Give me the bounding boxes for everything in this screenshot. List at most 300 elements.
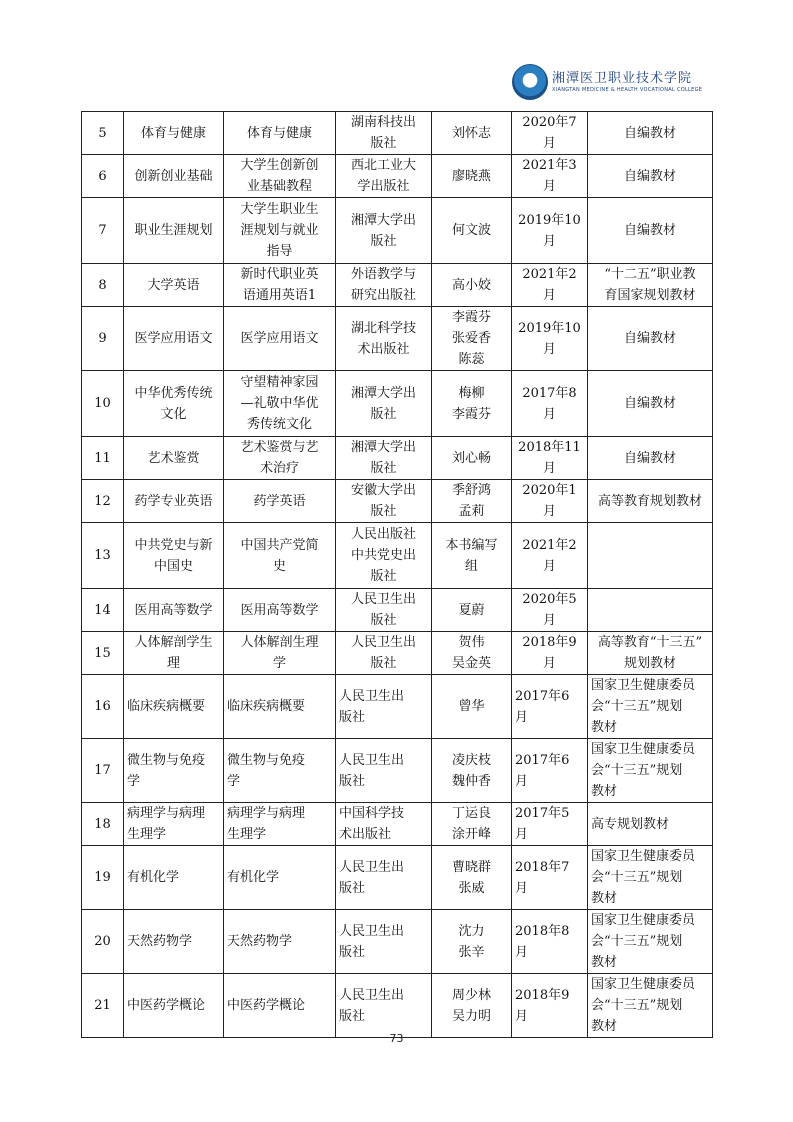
cell-textbook-line: 生理学 [227, 827, 267, 842]
table-row [82, 910, 713, 974]
cell-author [432, 371, 512, 437]
cell-note-line: 教材 [591, 720, 618, 735]
cell-number: 15 [82, 632, 124, 675]
cell-publisher-line: 版社 [339, 773, 366, 789]
cell-note-line: 会“十三五”规划 [591, 870, 683, 885]
cell-date-line: 月 [542, 288, 556, 303]
table-row [82, 480, 713, 523]
cell-course [124, 675, 224, 739]
cell-course-line: 创新创业基础 [134, 168, 213, 184]
cell-publisher-line: 中国科学技 [339, 806, 405, 821]
cell-date-line: 月 [542, 341, 556, 357]
cell-note [588, 264, 713, 307]
cell-author [432, 112, 512, 155]
cell-note-line: 国家卫生健康委员 [591, 742, 696, 757]
cell-author-line: 沈力 [458, 923, 485, 939]
cell-textbook [224, 155, 336, 198]
cell-textbook-line: 药学英语 [253, 493, 306, 509]
cell-publisher [336, 264, 432, 307]
cell-author [432, 910, 512, 974]
cell-date-line: 2018年8 [515, 923, 570, 939]
table-row [82, 264, 713, 307]
cell-publisher [336, 675, 432, 739]
cell-date-line: 月 [515, 944, 529, 960]
cell-textbook [224, 371, 336, 437]
cell-textbook [224, 264, 336, 307]
cell-publisher [336, 846, 432, 910]
cell-textbook [224, 437, 336, 480]
cell-course-line: 临床疾病概要 [127, 699, 206, 714]
cell-note-line: 国家卫生健康委员 [591, 678, 696, 693]
cell-publisher-line: 版社 [339, 944, 366, 960]
cell-date-line: 2018年11 [518, 440, 581, 455]
cell-date-line: 2018年9 [522, 635, 577, 650]
cell-course [124, 846, 224, 910]
cell-number: 8 [82, 264, 124, 307]
cell-course [124, 264, 224, 307]
cell-textbook [224, 803, 336, 846]
cell-number: 6 [82, 155, 124, 198]
cell-author-line: 吴力明 [451, 1008, 491, 1024]
cell-date-line: 月 [542, 558, 556, 574]
cell-publisher-line: 外语教学与 [350, 267, 416, 282]
cell-course-line: 生理学 [127, 827, 167, 842]
cell-author-line: 张威 [458, 880, 485, 896]
cell-date [512, 198, 588, 264]
cell-course [124, 589, 224, 632]
cell-date-line: 月 [542, 613, 556, 628]
cell-textbook [224, 910, 336, 974]
cell-date [512, 155, 588, 198]
cell-author [432, 739, 512, 803]
cell-textbook [224, 846, 336, 910]
cell-note-line: 国家卫生健康委员 [591, 849, 696, 864]
cell-date-line: 月 [542, 461, 556, 476]
cell-number: 14 [82, 589, 124, 632]
cell-date-line: 月 [515, 1008, 529, 1024]
cell-note-line: 教材 [591, 784, 618, 799]
cell-note-line: 会“十三五”规划 [591, 763, 683, 778]
cell-textbook-line: 大学生职业生 [240, 202, 319, 217]
cell-number: 5 [82, 112, 124, 155]
cell-note [588, 307, 713, 371]
cell-date-line: 月 [542, 406, 556, 422]
cell-publisher [336, 589, 432, 632]
cell-textbook-line: 中国共产党简 [240, 537, 319, 553]
cell-note-line: 高等教育“十三五” [597, 635, 703, 650]
cell-textbook [224, 589, 336, 632]
cell-note-line: 规划教材 [623, 656, 676, 671]
cell-textbook [224, 198, 336, 264]
cell-note-line: 教材 [591, 955, 618, 970]
cell-note [588, 523, 713, 589]
cell-textbook-line: 学 [272, 656, 286, 671]
cell-note-line: 会“十三五”规划 [591, 699, 683, 714]
table-row [82, 846, 713, 910]
cell-date-line: 2017年6 [515, 688, 570, 704]
cell-course-line: 天然药物学 [127, 934, 193, 949]
cell-publisher-line: 西北工业大 [350, 158, 416, 173]
cell-date-line: 月 [515, 827, 529, 842]
cell-note [588, 371, 713, 437]
cell-author-line: 曾华 [458, 699, 485, 714]
cell-author-line: 高小姣 [451, 277, 491, 293]
cell-publisher-line: 研究出版社 [350, 288, 416, 303]
cell-author-line: 孟莉 [458, 504, 485, 519]
cell-note-line: “十二五”职业教 [604, 267, 696, 282]
cell-publisher [336, 523, 432, 589]
cell-number: 11 [82, 437, 124, 480]
cell-author-line: 凌庆枝 [451, 752, 491, 768]
cell-course-line: 微生物与免疫 [127, 752, 206, 768]
page-number: 73 [389, 1032, 404, 1045]
cell-author-line: 刘怀志 [451, 125, 491, 141]
cell-course-line: 病理学与病理 [127, 806, 206, 821]
cell-course-line: 中共党史与新 [134, 537, 213, 553]
cell-textbook-line: 业基础教程 [246, 179, 312, 194]
cell-author-line: 吴金英 [451, 656, 491, 671]
cell-number: 7 [82, 198, 124, 264]
cell-textbook-line: 有机化学 [227, 870, 280, 885]
cell-textbook-line: 大学生创新创 [240, 158, 319, 173]
table-row [82, 974, 713, 1038]
cell-publisher [336, 632, 432, 675]
cell-publisher-line: 人民卫生出 [339, 859, 405, 875]
cell-course [124, 974, 224, 1038]
cell-course [124, 632, 224, 675]
cell-course-line: 艺术鉴赏 [147, 450, 200, 466]
cell-note [588, 437, 713, 480]
cell-date-line: 2020年1 [522, 483, 577, 498]
cell-number: 9 [82, 307, 124, 371]
cell-date-line: 2019年10 [518, 212, 581, 228]
cell-author [432, 974, 512, 1038]
cell-publisher [336, 307, 432, 371]
cell-publisher-line: 版社 [339, 880, 366, 896]
cell-course-line: 人体解剖学生 [134, 635, 213, 650]
textbook-table [81, 111, 713, 1038]
table-row [82, 437, 713, 480]
cell-textbook-line: 人体解剖生理 [240, 635, 319, 650]
cell-textbook [224, 523, 336, 589]
cell-author [432, 846, 512, 910]
cell-date [512, 846, 588, 910]
cell-publisher-line: 版社 [370, 613, 397, 628]
cell-course-line: 有机化学 [127, 870, 180, 885]
cell-publisher-line: 人民出版社 [350, 527, 416, 542]
cell-course [124, 480, 224, 523]
cell-course-line: 中国史 [153, 558, 193, 574]
cell-textbook-line: 学 [227, 773, 241, 789]
cell-course-line: 中华优秀传统 [134, 385, 213, 401]
cell-publisher-line: 版社 [339, 1008, 366, 1024]
cell-textbook-line: 指导 [266, 244, 293, 259]
cell-publisher-line: 中共党史出 [350, 548, 416, 563]
cell-note-line: 自编教材 [623, 450, 676, 466]
cell-date [512, 523, 588, 589]
table-row [82, 675, 713, 739]
cell-author-line: 涂开峰 [451, 827, 491, 842]
cell-author [432, 264, 512, 307]
cell-textbook-line: 中医药学概论 [227, 998, 306, 1013]
cell-textbook-line: 守望精神家园 [240, 375, 319, 390]
cell-textbook [224, 974, 336, 1038]
cell-textbook [224, 739, 336, 803]
cell-publisher [336, 371, 432, 437]
cell-course-line: 药学专业英语 [134, 493, 213, 509]
cell-author-line: 魏仲香 [451, 773, 491, 789]
cell-number: 10 [82, 371, 124, 437]
cell-publisher-line: 术出版社 [357, 341, 410, 357]
cell-date-line: 2020年7 [522, 115, 577, 130]
cell-note-line: 自编教材 [623, 168, 676, 184]
cell-author-line: 丁运良 [451, 806, 491, 821]
cell-note-line: 教材 [591, 891, 618, 906]
cell-author-line: 李霞芬 [451, 406, 491, 422]
cell-textbook-line: 术治疗 [259, 461, 299, 476]
cell-date [512, 307, 588, 371]
cell-textbook-line: 体育与健康 [246, 125, 312, 141]
cell-note-line: 自编教材 [623, 396, 676, 411]
cell-publisher-line: 人民卫生出 [339, 752, 405, 768]
cell-publisher [336, 198, 432, 264]
cell-number: 16 [82, 675, 124, 739]
cell-publisher-line: 版社 [339, 709, 366, 725]
cell-publisher-line: 版社 [370, 656, 397, 671]
cell-date [512, 480, 588, 523]
cell-publisher-line: 湖南科技出 [350, 115, 416, 130]
cell-publisher-line: 人民卫生出 [339, 688, 405, 704]
cell-author [432, 155, 512, 198]
cell-note-line: 高等教育规划教材 [597, 493, 702, 509]
cell-date-line: 月 [542, 233, 556, 249]
cell-date [512, 803, 588, 846]
cell-date-line: 2021年3 [522, 158, 577, 173]
cell-date-line: 2017年5 [515, 806, 570, 821]
cell-date-line: 月 [515, 773, 529, 789]
table-row [82, 739, 713, 803]
cell-publisher-line: 版社 [370, 569, 397, 584]
table-row [82, 589, 713, 632]
cell-date-line: 月 [542, 504, 556, 519]
cell-publisher-line: 湘潭大学出 [350, 440, 416, 455]
cell-author-line: 季舒鸿 [451, 483, 491, 498]
cell-publisher-line: 人民卫生出 [339, 987, 405, 1003]
cell-textbook [224, 632, 336, 675]
cell-course [124, 371, 224, 437]
cell-date [512, 675, 588, 739]
cell-number: 12 [82, 480, 124, 523]
cell-course-line: 文化 [160, 406, 187, 422]
cell-publisher-line: 版社 [370, 461, 397, 476]
cell-publisher [336, 739, 432, 803]
cell-note [588, 198, 713, 264]
cell-author [432, 632, 512, 675]
cell-note [588, 632, 713, 675]
cell-note [588, 480, 713, 523]
cell-date-line: 2018年9 [515, 987, 570, 1003]
cell-note-line: 会“十三五”规划 [591, 934, 683, 949]
cell-course [124, 198, 224, 264]
cell-note-line: 育国家规划教材 [604, 288, 696, 303]
cell-publisher [336, 437, 432, 480]
cell-course-line: 中医药学概论 [127, 998, 206, 1013]
cell-note-line: 教材 [591, 1019, 618, 1034]
table-row [82, 632, 713, 675]
cell-course-line: 职业生涯规划 [134, 223, 213, 238]
cell-note [588, 974, 713, 1038]
cell-date [512, 437, 588, 480]
cell-date-line: 2018年7 [515, 859, 570, 875]
cell-date-line: 2020年5 [522, 592, 577, 607]
cell-course-line: 理 [166, 656, 180, 671]
cell-publisher [336, 112, 432, 155]
school-name-en: XIANGTAN MEDICINE & HEALTH VOCATIONAL COLLEGE [552, 87, 703, 93]
cell-date-line: 月 [515, 709, 529, 725]
cell-number: 18 [82, 803, 124, 846]
cell-author-line: 何文波 [451, 223, 491, 238]
cell-author [432, 480, 512, 523]
cell-author [432, 803, 512, 846]
cell-textbook [224, 675, 336, 739]
cell-publisher-line: 术出版社 [339, 827, 392, 842]
cell-date-line: 2021年2 [522, 537, 577, 553]
cell-publisher-line: 人民卫生出 [350, 592, 416, 607]
cell-course [124, 739, 224, 803]
cell-publisher-line: 人民卫生出 [350, 635, 416, 650]
cell-note [588, 910, 713, 974]
cell-publisher-line: 版社 [370, 406, 397, 422]
cell-date-line: 2017年6 [515, 752, 570, 768]
cell-note [588, 739, 713, 803]
cell-textbook-line: 微生物与免疫 [227, 752, 306, 768]
cell-date [512, 739, 588, 803]
cell-course-line: 医学应用语文 [134, 331, 213, 346]
cell-date-line: 月 [542, 179, 556, 194]
cell-publisher-line: 版社 [370, 136, 397, 151]
cell-author [432, 675, 512, 739]
table-row [82, 307, 713, 371]
cell-author-line: 张爱香 [451, 331, 491, 346]
cell-publisher [336, 155, 432, 198]
school-name: 湘潭医卫职业技术学院 [552, 71, 693, 86]
cell-date-line: 月 [542, 136, 556, 151]
cell-author-line: 夏蔚 [458, 602, 485, 618]
cell-number: 13 [82, 523, 124, 589]
cell-note-line: 自编教材 [623, 223, 676, 238]
cell-textbook-line: 艺术鉴赏与艺 [240, 440, 319, 455]
cell-author-line: 张辛 [458, 944, 485, 960]
cell-textbook-line: 涯规划与就业 [240, 223, 319, 238]
cell-date [512, 910, 588, 974]
cell-number: 20 [82, 910, 124, 974]
cell-publisher-line: 人民卫生出 [339, 923, 405, 939]
cell-number: 17 [82, 739, 124, 803]
cell-note [588, 589, 713, 632]
cell-publisher-line: 湘潭大学出 [350, 385, 416, 401]
cell-course-line: 大学英语 [147, 277, 200, 293]
cell-textbook-line: 新时代职业英 [240, 267, 319, 282]
cell-note-line: 国家卫生健康委员 [591, 977, 696, 992]
cell-textbook-line: 临床疾病概要 [227, 699, 306, 714]
cell-author-line: 刘心畅 [451, 450, 491, 466]
cell-date-line: 2017年8 [522, 385, 577, 401]
cell-author-line: 贺伟 [458, 635, 485, 650]
cell-publisher [336, 480, 432, 523]
cell-textbook [224, 112, 336, 155]
table-row [82, 803, 713, 846]
cell-course [124, 437, 224, 480]
cell-course [124, 523, 224, 589]
cell-date [512, 112, 588, 155]
cell-number: 19 [82, 846, 124, 910]
cell-publisher-line: 湖北科学技 [350, 320, 416, 336]
cell-note [588, 803, 713, 846]
cell-note-line: 自编教材 [623, 331, 676, 346]
cell-textbook-line: 病理学与病理 [227, 806, 306, 821]
cell-author-line: 曹晓群 [451, 859, 491, 875]
cell-publisher-line: 湘潭大学出 [350, 212, 416, 228]
cell-author [432, 523, 512, 589]
table-row [82, 112, 713, 155]
table-body [82, 112, 713, 1038]
cell-textbook-line: 语通用英语1 [242, 288, 317, 303]
table-row [82, 155, 713, 198]
cell-course [124, 155, 224, 198]
cell-date [512, 632, 588, 675]
cell-note-line: 高专规划教材 [591, 816, 670, 832]
cell-date-line: 2019年10 [518, 320, 581, 336]
cell-author-line: 组 [464, 558, 478, 574]
cell-author-line: 李霞芬 [451, 310, 491, 325]
cell-textbook [224, 307, 336, 371]
cell-note-line: 国家卫生健康委员 [591, 913, 696, 928]
cell-publisher [336, 974, 432, 1038]
cell-date [512, 974, 588, 1038]
cell-date [512, 371, 588, 437]
cell-note [588, 155, 713, 198]
cell-date [512, 589, 588, 632]
table-row [82, 523, 713, 589]
cell-publisher-line: 版社 [370, 233, 397, 249]
cell-course [124, 112, 224, 155]
cell-author-line: 陈蕊 [458, 352, 485, 367]
cell-textbook-line: 天然药物学 [227, 934, 293, 949]
cell-date-line: 月 [515, 880, 529, 896]
cell-publisher [336, 803, 432, 846]
cell-date [512, 264, 588, 307]
cell-author-line: 梅柳 [458, 385, 485, 401]
cell-note [588, 675, 713, 739]
cell-textbook-line: 医学应用语文 [240, 331, 319, 346]
cell-textbook [224, 480, 336, 523]
cell-author [432, 307, 512, 371]
table-row [82, 371, 713, 437]
cell-date-line: 2021年2 [522, 267, 577, 282]
cell-textbook-line: 医用高等数学 [240, 602, 319, 618]
cell-author [432, 198, 512, 264]
cell-course-line: 学 [127, 773, 141, 789]
cell-note-line: 自编教材 [623, 125, 676, 141]
table-row [82, 198, 713, 264]
cell-textbook-line: 秀传统文化 [246, 417, 312, 432]
cell-number: 21 [82, 974, 124, 1038]
school-emblem-icon [512, 64, 548, 100]
cell-note-line: 会“十三五”规划 [591, 998, 683, 1013]
cell-note [588, 846, 713, 910]
cell-publisher-line: 版社 [370, 504, 397, 519]
cell-author [432, 589, 512, 632]
